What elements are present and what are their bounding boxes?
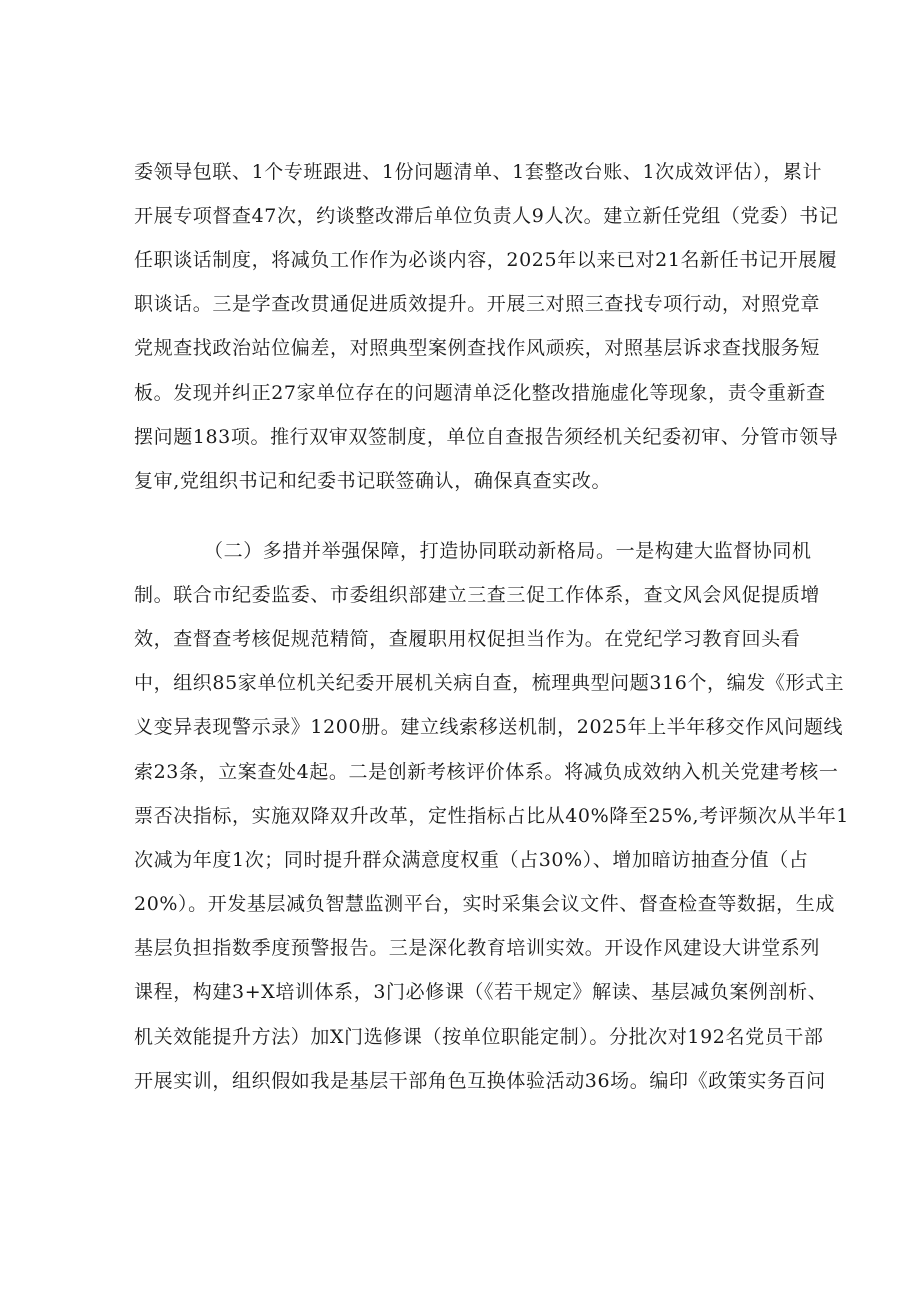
text-line: 中，组织85家单位机关纪委开展机关病自查，梳理典型问题316个，编发《形式主 (134, 672, 845, 694)
section-heading-line: （二）多措并举强保障，打造协同联动新格局。一是构建大监督协同机 (204, 540, 812, 562)
text-line: 职谈话。三是学查改贯通促进质效提升。开展三对照三查找专项行动，对照党章 (134, 293, 821, 315)
text-line: 基层负担指数季度预警报告。三是深化教育培训实效。开设作风建设大讲堂系列 (134, 937, 821, 959)
text-line: 板。发现并纠正27家单位存在的问题清单泛化整改措施虚化等现象，责令重新查 (134, 382, 826, 404)
text-line: 开展实训，组织假如我是基层干部角色互换体验活动36场。编印《政策实务百问 (134, 1070, 826, 1092)
text-line: 制。联合市纪委监委、市委组织部建立三查三促工作体系，查文风会风促提质增 (134, 584, 821, 606)
text-line: 任职谈话制度，将减负工作作为必谈内容，2025年以来已对21名新任书记开展履 (134, 249, 838, 271)
text-line: 课程，构建3+X培训体系，3门必修课（《若干规定》解读、基层减负案例剖析、 (134, 981, 828, 1003)
text-line: 开展专项督查47次，约谈整改滞后单位负责人9人次。建立新任党组（党委）书记 (134, 205, 839, 227)
text-line: 委领导包联、1个专班跟进、1份问题清单、1套整改台账、1次成效评估），累计 (134, 161, 823, 183)
text-line: 效，查督查考核促规范精简，查履职用权促担当作为。在党纪学习教育回头看 (134, 628, 801, 650)
text-line: 摆问题183项。推行双审双签制度，单位自查报告须经机关纪委初审、分管市领导 (134, 426, 839, 448)
text-line: 次减为年度1次；同时提升群众满意度权重（占30%）、增加暗访抽查分值（占 (134, 849, 809, 871)
text-line: 票否决指标，实施双降双升改革，定性指标占比从40%降至25%,考评频次从半年1 (134, 805, 849, 827)
text-line: 复审,党组织书记和纪委书记联签确认，确保真查实改。 (134, 470, 612, 492)
text-line: 党规查找政治站位偏差，对照典型案例查找作风顽疾，对照基层诉求查找服务短 (134, 337, 821, 359)
text-line: 索23条，立案查处4起。二是创新考核评价体系。将减负成效纳入机关党建考核一 (134, 761, 839, 783)
text-line: 机关效能提升方法）加X门选修课（按单位职能定制）。分批次对192名党员干部 (134, 1026, 824, 1048)
text-line: 20%）。开发基层减负智慧监测平台，实时采集会议文件、督查检查等数据，生成 (134, 893, 835, 915)
text-line: 义变异表现警示录》1200册。建立线索移送机制，2025年上半年移交作风问题线 (134, 716, 844, 738)
